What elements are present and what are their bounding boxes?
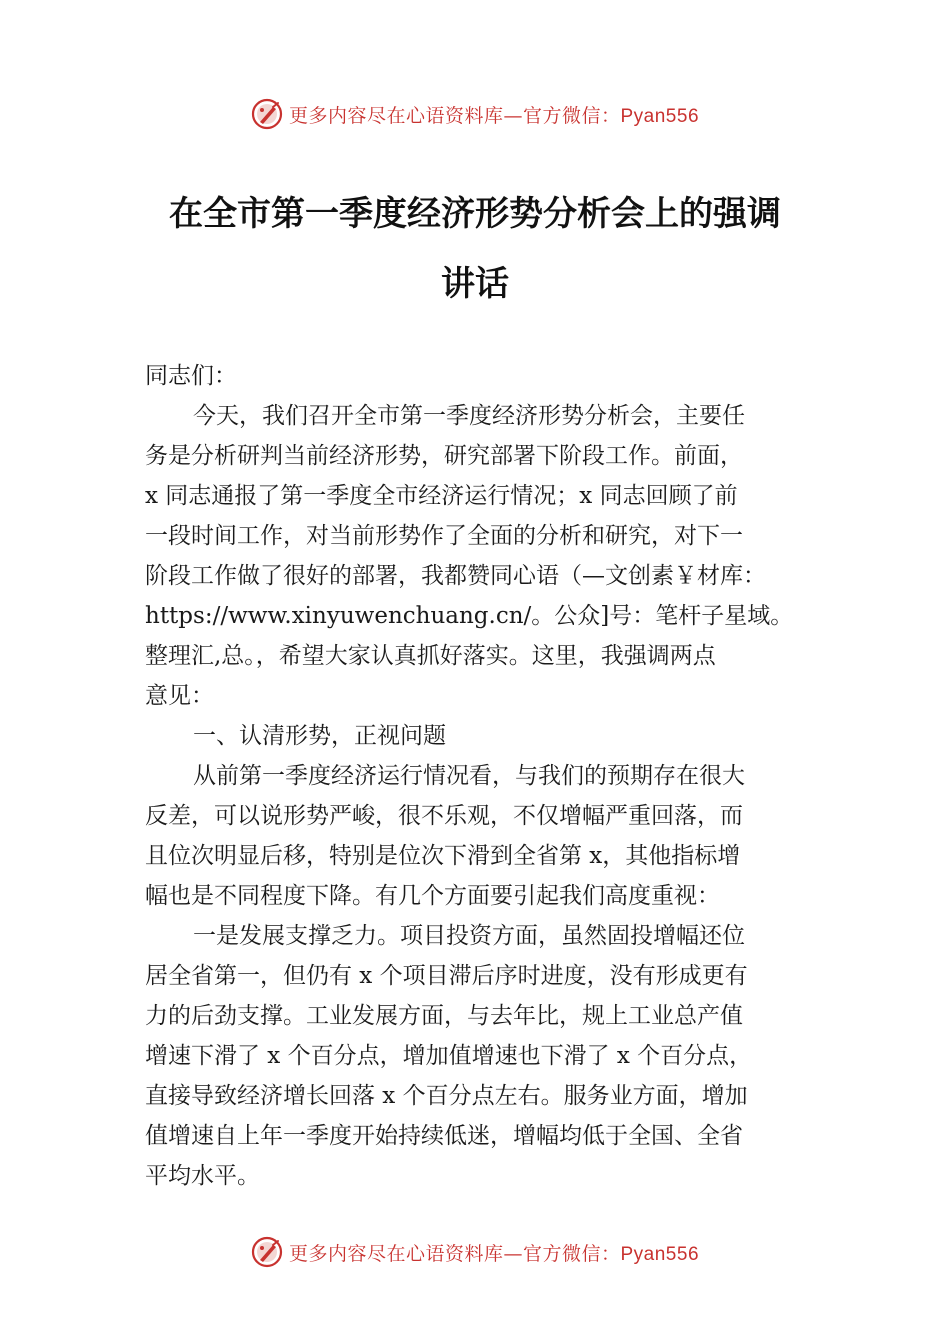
banner-wechat-id: Pyan556 [620, 1243, 700, 1265]
paragraph-line: 居全省第一，但仍有 x 个项目滞后序时进度，没有形成更有 [145, 963, 748, 989]
quill-pen-logo-icon [251, 98, 283, 130]
footer-banner [0, 1232, 950, 1272]
paragraph-line: x 同志通报了第一季度全市经济运行情况；x 同志回顾了前 [145, 483, 738, 509]
header-banner [0, 94, 950, 134]
document-body [145, 356, 825, 1196]
quill-pen-logo-icon [251, 1236, 283, 1268]
paragraph-line: 今天，我们召开全市第一季度经济形势分析会，主要任 [193, 403, 745, 429]
banner-dash: — [503, 1242, 523, 1265]
banner-dash: — [503, 104, 523, 127]
paragraph-line: 整理汇,总。，希望大家认真抓好落实。这里，我强调两点 [145, 643, 716, 669]
banner-label: 官方微信： [522, 1242, 621, 1265]
section-heading: 一、认清形势，正视问题 [193, 723, 446, 749]
paragraph-line: 平均水平。 [145, 1163, 260, 1189]
banner-main-text: 更多内容尽在心语资料库 [288, 1242, 504, 1265]
banner-wechat-id: Pyan556 [620, 105, 700, 127]
paragraph-line: 从前第一季度经济运行情况看，与我们的预期存在很大 [193, 763, 745, 789]
banner-text [289, 101, 699, 128]
paragraph-line: https://www.xinyuwenchuang.cn/。公众]号：笔杆子星域。 [145, 603, 794, 629]
document-title-line-1: 在全市第一季度经济形势分析会上的强调 [169, 194, 781, 234]
document-title-line-2: 讲话 [441, 264, 509, 304]
banner-label: 官方微信： [522, 104, 621, 127]
paragraph-line: 直接导致经济增长回落 x 个百分点左右。服务业方面，增加 [145, 1083, 748, 1109]
paragraph-line: 一段时间工作，对当前形势作了全面的分析和研究，对下一 [145, 523, 743, 549]
salutation: 同志们： [145, 363, 237, 389]
banner-text [289, 1239, 699, 1266]
paragraph-line: 且位次明显后移，特别是位次下滑到全省第 x，其他指标增 [145, 843, 741, 869]
paragraph-line: 一是发展支撑乏力。项目投资方面，虽然固投增幅还位 [193, 923, 745, 949]
paragraph-line: 意见： [145, 683, 214, 709]
paragraph-line: 务是分析研判当前经济形势，研究部署下阶段工作。前面， [145, 443, 743, 469]
paragraph-line: 值增速自上年一季度开始持续低迷，增幅均低于全国、全省 [145, 1123, 743, 1149]
paragraph-line: 幅也是不同程度下降。有几个方面要引起我们高度重视： [145, 883, 720, 909]
paragraph-line: 力的后劲支撑。工业发展方面，与去年比，规上工业总产值 [145, 1003, 743, 1029]
paragraph-line: 阶段工作做了很好的部署，我都赞同心语（—文创素￥材库： [145, 563, 766, 589]
paragraph-line: 反差，可以说形势严峻，很不乐观，不仅增幅严重回落，而 [145, 803, 743, 829]
banner-main-text: 更多内容尽在心语资料库 [288, 104, 504, 127]
paragraph-line: 增速下滑了 x 个百分点，增加值增速也下滑了 x 个百分点， [145, 1043, 753, 1069]
